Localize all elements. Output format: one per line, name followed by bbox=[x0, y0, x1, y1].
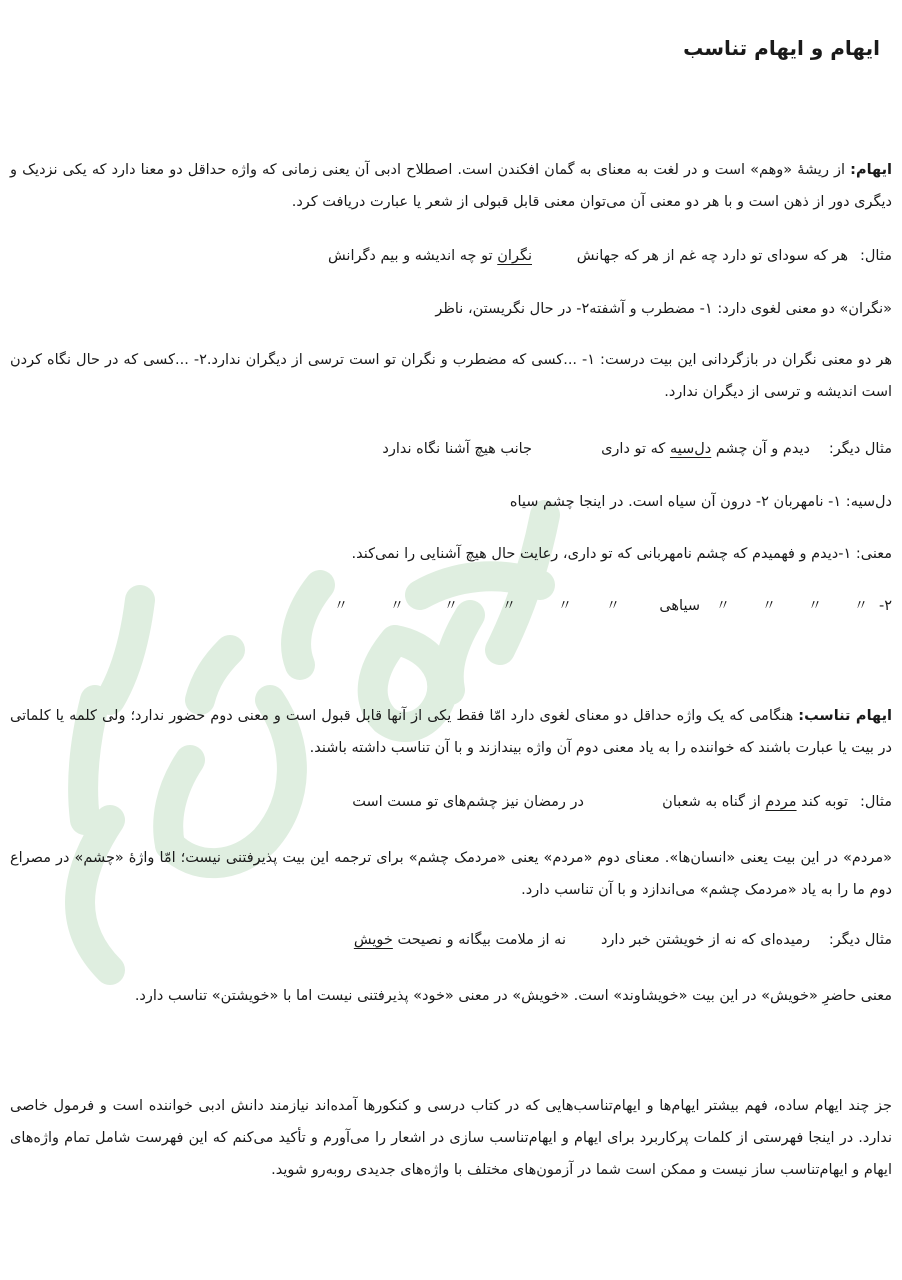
ditto-mark: 〃 bbox=[854, 598, 868, 614]
meaning-2-word: سیاهی bbox=[659, 598, 700, 614]
iham-tanasob-label: ایهام تناسب: bbox=[798, 708, 892, 724]
hemistich-2 bbox=[354, 924, 566, 956]
hemistich-1-pre: توبه کند bbox=[796, 794, 848, 810]
iham-definition bbox=[10, 154, 892, 218]
hemistich-2-pre: نه از ملامت بیگانه و نصیحت bbox=[392, 932, 566, 948]
iham-tanasob-example-2 bbox=[10, 924, 892, 956]
ditto-mark: 〃 bbox=[808, 598, 822, 614]
key-word-mardom: مردم bbox=[765, 794, 797, 810]
example-lead: مثال دیگر: bbox=[828, 932, 892, 948]
hemistich-2: در رمضان نیز چشم‌های تو مست است bbox=[352, 794, 584, 810]
hemistich-1-post: که تو داری bbox=[601, 441, 670, 457]
ditto-mark: 〃 bbox=[716, 598, 730, 614]
ditto-mark: 〃 bbox=[444, 598, 458, 614]
iham-tanasob-definition-text: هنگامی که یک واژه حداقل دو معنای لغوی دارد امّا فقط یکی از آنها قابل قبول است و معنی دوم حضور ندارد؛ ولی کلمه یا کلماتی در بیت یا عبارت باشند که خواننده را به یاد معنی دوم آن واژه بیندازند و با آن تناسب داشته باشند. bbox=[10, 708, 892, 756]
meaning-2-ditto-row bbox=[10, 590, 892, 622]
example-lead: مثال: bbox=[860, 794, 892, 810]
iham-label: ایهام: bbox=[850, 162, 892, 178]
ditto-mark: 〃 bbox=[390, 598, 404, 614]
ditto-mark: 〃 bbox=[606, 598, 620, 614]
key-word-negaran: نگران bbox=[497, 248, 532, 264]
ditto-mark: 〃 bbox=[502, 598, 516, 614]
hemistich-1: رمیده‌ای که نه از خویشتن خبر دارد bbox=[600, 932, 810, 948]
hemistich-1-post: از گناه به شعبان bbox=[662, 794, 766, 810]
example-lead: مثال: bbox=[860, 248, 892, 264]
hemistich-1-pre: دیدم و آن چشم bbox=[711, 441, 810, 457]
hemistich-1 bbox=[601, 433, 810, 465]
meaning-1: معنی: ۱-دیدم و فهمیدم که چشم نامهربانی که تو داری، رعایت حال هیچ آشنایی را نمی‌کند. bbox=[351, 546, 892, 562]
both-meanings-paragraph: هر دو معنی نگران در بازگردانی این بیت درست: ۱- ...کسی که مضطرب و نگران تو است ترسی از دیگران ندارد.۲- ...کسی که در حال نگاه کردن است اندیشه و ترسی از دیگران ندارد. bbox=[10, 352, 892, 400]
iham-tanasob-example-1 bbox=[10, 786, 892, 818]
key-word-delsiah: دل‌سیه bbox=[669, 441, 712, 457]
closing-paragraph: جز چند ایهام ساده، فهم بیشتر ایهام‌ها و ایهام‌تناسب‌هایی که در کتاب درسی و کنکورها آمده‌اند نیازمند دانش ادبی خواننده است و فرمول خاصی ندارد. در اینجا فهرستی از کلمات پرکاربرد برای ایهام و ایهام‌تناسب سازی در اشعار را می‌آورم و تأکید می‌کنم که این فهرست شامل تمام واژه‌های ایهام و ایهام‌تناسب ساز نیست و ممکن است شما در آزمون‌های مختلف با واژه‌های جدیدی روبه‌رو شوید. bbox=[10, 1098, 892, 1178]
ditto-mark: 〃 bbox=[558, 598, 572, 614]
hemistich-2-rest: تو چه اندیشه و بیم دگرانش bbox=[327, 248, 498, 264]
iham-example-1 bbox=[10, 240, 892, 272]
iham-definition-text: از ریشهٔ «وهم» است و در لغت به معنای به گمان افکندن است. اصطلاح ادبی آن یعنی زمانی که واژه حداقل دو معنا دارد که یکی نزدیک و دیگری دور از ذهن است و با هر دو معنی آن می‌توان معنی قابل قبولی از شعر یا عبارت دریافت کرد. bbox=[10, 162, 892, 210]
iham-example-2 bbox=[10, 433, 892, 465]
key-word-khish: خویش bbox=[353, 932, 393, 948]
ditto-mark: 〃 bbox=[334, 598, 348, 614]
iham-tanasob-definition bbox=[10, 700, 892, 764]
negaran-meanings: «نگران» دو معنی لغوی دارد: ۱- مضطرب و آشفته۲- در حال نگریستن، ناظر bbox=[435, 301, 892, 317]
mardom-explanation: «مردم» در این بیت یعنی «انسان‌ها». معنای دوم «مردم» یعنی «مردمک چشم» برای ترجمه این بیت پذیرفتنی نیست؛ امّا واژهٔ «چشم» در مصراع دوم ما را به یاد «مردمک چشم» می‌اندازد و با آن تناسب دارد. bbox=[10, 850, 892, 898]
ditto-mark: 〃 bbox=[762, 598, 776, 614]
meaning-2-label: ۲- bbox=[878, 598, 892, 614]
page-title: ایهام و ایهام تناسب bbox=[683, 36, 880, 60]
hemistich-1: هر که سودای تو دارد چه غم از هر که جهانش bbox=[576, 248, 848, 264]
hemistich-2 bbox=[328, 240, 532, 272]
example-lead: مثال دیگر: bbox=[828, 441, 892, 457]
khish-explanation: معنی حاضرِ «خویش» در این بیت «خویشاوند» است. «خویش» در معنی «خود» پذیرفتنی نیست اما با «خویشتن» تناسب دارد. bbox=[134, 988, 892, 1004]
hemistich-1 bbox=[662, 786, 848, 818]
hemistich-2: جانب هیچ آشنا نگاه ندارد bbox=[382, 441, 532, 457]
delsiah-meanings: دل‌سیه: ۱- نامهربان ۲- درون آن سیاه است. در اینجا چشم سیاه bbox=[509, 494, 892, 510]
